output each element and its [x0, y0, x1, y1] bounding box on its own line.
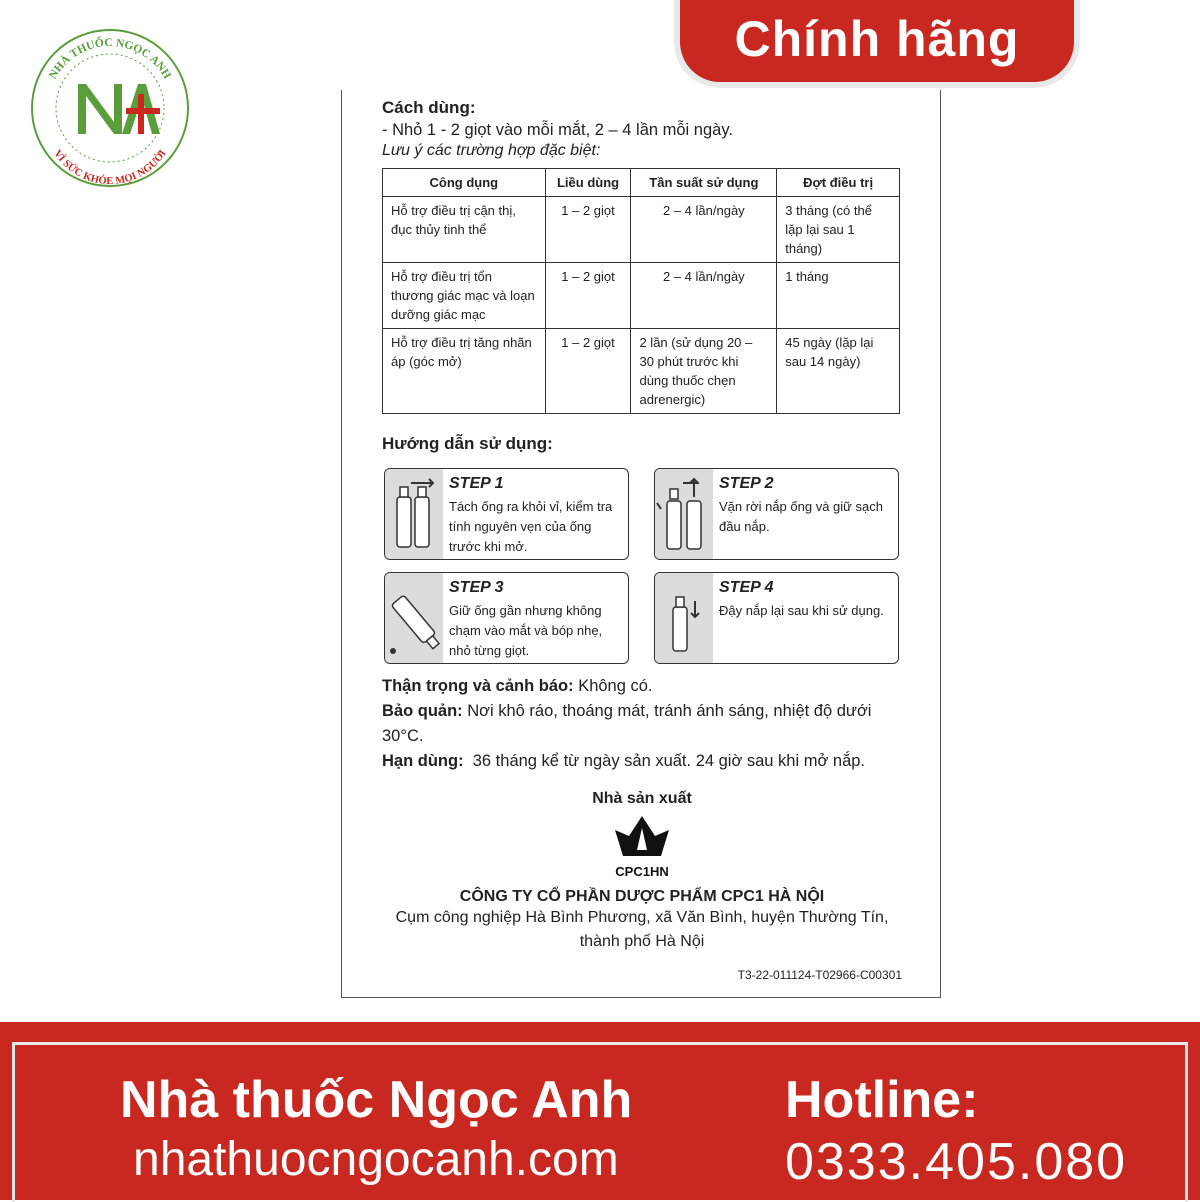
leaflet-page: [341, 90, 941, 998]
company-name: CÔNG TY CỔ PHẦN DƯỢC PHẨM CPC1 HÀ NỘI: [459, 888, 825, 905]
table-cell: 2 – 4 lần/ngày: [631, 263, 777, 329]
step-text: Giữ ống gần nhưng không chạm vào mắt và bóp nhẹ, nhỏ từng giọt.: [449, 603, 603, 658]
table-header: Liều dùng: [545, 169, 631, 197]
guide-title: Hướng dẫn sử dụng:: [382, 434, 553, 453]
pharmacy-logo: [30, 22, 190, 194]
table-cell: 1 – 2 giọt: [545, 197, 631, 263]
cpc1-logo-text: CPC1HN: [615, 864, 669, 879]
table-cell: 1 – 2 giọt: [545, 329, 631, 414]
table-header: Công dụng: [383, 169, 546, 197]
eye-drop-icon: [385, 573, 443, 663]
caution-line: [382, 674, 902, 699]
step-title: STEP 3: [449, 579, 504, 596]
caution-value: Không có.: [573, 677, 653, 695]
step-card: [654, 572, 899, 664]
step-4-illustration: [655, 573, 713, 663]
step-1-illustration: [385, 469, 443, 559]
table-cell: Hỗ trợ điều trị tổn thương giác mạc và loạn dưỡng giác mạc: [383, 263, 546, 329]
step-text: Đậy nắp lại sau khi sử dụng.: [719, 603, 884, 618]
table-cell: 45 ngày (lặp lại sau 14 ngày): [777, 329, 900, 414]
badge-text: Chính hãng: [734, 11, 1020, 67]
recap-icon: [655, 573, 713, 663]
storage-line: [382, 699, 902, 749]
table-header: Tần suất sử dụng: [631, 169, 777, 197]
step-3-illustration: [385, 573, 443, 663]
usage-line: - Nhỏ 1 - 2 giọt vào mỗi mắt, 2 – 4 lần mỗi ngày.: [382, 121, 733, 139]
shop-name: Nhà thuốc Ngọc Anh: [120, 1071, 633, 1129]
table-cell: 3 tháng (có thể lặp lại sau 1 tháng): [777, 197, 900, 263]
leaflet-code: T3-22-011124-T02966-C00301: [737, 968, 902, 982]
manufacturer-label: Nhà sản xuất: [592, 790, 692, 807]
logo-ring-bottom-text: VÌ SỨC KHỎE MỌI NGƯỜI: [51, 148, 169, 188]
step-card: [384, 572, 629, 664]
twist-cap-icon: [655, 469, 713, 559]
dosage-table: [382, 168, 900, 414]
logo-ring-top-text: NHÀ THUỐC NGỌC ANH: [47, 36, 173, 82]
table-cell: 2 lần (sử dụng 20 – 30 phút trước khi dùng thuốc chẹn adrenergic): [631, 329, 777, 414]
table-row: [383, 197, 900, 263]
storage-label: Bảo quản:: [382, 702, 463, 720]
step-title: STEP 4: [719, 579, 774, 596]
hotline-number[interactable]: 0333.405.080: [785, 1133, 1128, 1191]
table-cell: Hỗ trợ điều trị tăng nhãn áp (góc mở): [383, 329, 546, 414]
step-text: Tách ống ra khỏi vỉ, kiểm tra tính nguyên vẹn của ống trước khi mở.: [449, 499, 613, 554]
hotline-label: Hotline:: [785, 1071, 979, 1129]
cpc1-logo: [607, 814, 677, 884]
table-cell: 1 – 2 giọt: [545, 263, 631, 329]
table-header: Đợt điều trị: [777, 169, 900, 197]
footer-banner: [0, 1022, 1200, 1200]
expiry-line: [382, 749, 902, 774]
shop-url[interactable]: nhathuocngocanh.com: [133, 1133, 619, 1186]
company-address: Cụm công nghiệp Hà Bình Phương, xã Văn Bình, huyện Thường Tín, thành phố Hà Nội: [395, 909, 889, 950]
table-cell: 1 tháng: [777, 263, 900, 329]
storage-value: Nơi khô ráo, thoáng mát, tránh ánh sáng, nhiệt độ dưới 30°C.: [382, 702, 872, 745]
step-2-illustration: [655, 469, 713, 559]
expiry-value: 36 tháng kể từ ngày sản xuất. 24 giờ sau khi mở nắp.: [463, 752, 866, 770]
step-text: Vặn rời nắp ống và giữ sạch đầu nắp.: [719, 499, 883, 534]
authentic-badge: [680, 0, 1074, 82]
table-cell: 2 – 4 lần/ngày: [631, 197, 777, 263]
manufacturer-block: [382, 790, 902, 954]
expiry-label: Hạn dùng:: [382, 752, 464, 770]
step-card: [384, 468, 629, 560]
usage-title: Cách dùng:: [382, 98, 476, 117]
step-title: STEP 1: [449, 475, 504, 492]
table-row: [383, 263, 900, 329]
table-cell: Hỗ trợ điều trị cận thị, đục thủy tinh thể: [383, 197, 546, 263]
caution-label: Thận trọng và cảnh báo:: [382, 677, 574, 695]
step-card: [654, 468, 899, 560]
step-title: STEP 2: [719, 475, 774, 492]
table-header-row: [383, 169, 900, 197]
ampoule-separate-icon: [385, 469, 443, 559]
table-row: [383, 329, 900, 414]
steps-grid: [382, 468, 902, 668]
special-note: Lưu ý các trường hợp đặc biệt:: [382, 142, 601, 159]
